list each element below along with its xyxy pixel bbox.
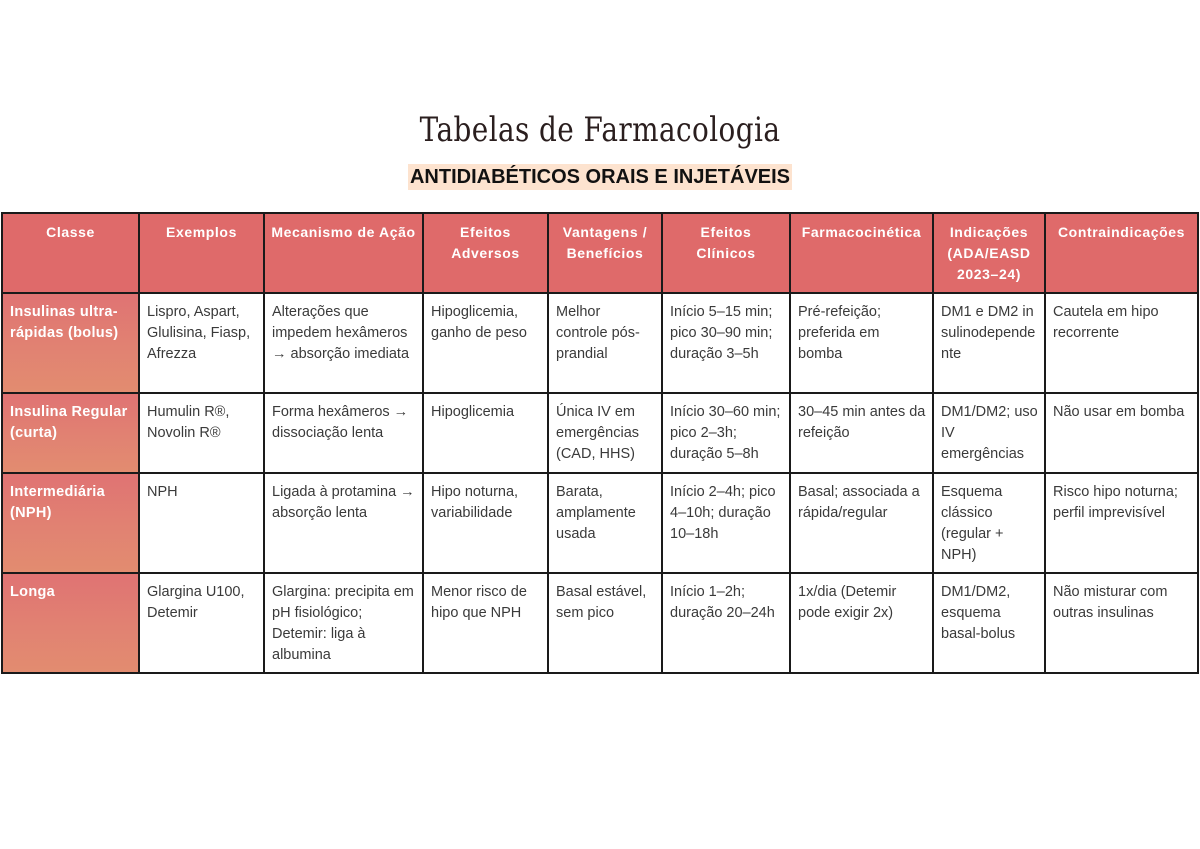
- header-farmacocinetica: Farmacocinética: [790, 213, 933, 293]
- table-cell: Esquema clássico (regular + NPH): [933, 473, 1045, 573]
- header-mecanismo: Mecanismo de Ação: [264, 213, 423, 293]
- table-cell: NPH: [139, 473, 264, 573]
- table-cell: Não misturar com outras insulinas: [1045, 573, 1198, 673]
- table-row: [2, 293, 1198, 393]
- table-row: [2, 393, 1198, 473]
- row-class-cell: Insulina Regular (curta): [2, 393, 139, 473]
- page-title: Tabelas de Farmacologia: [419, 110, 781, 150]
- table-cell: Ligada à protamina → absorção lenta: [264, 473, 423, 573]
- row-class-cell: Intermediária (NPH): [2, 473, 139, 573]
- table-cell: Início 30–60 min; pico 2–3h; duração 5–8h: [662, 393, 790, 473]
- table-cell: Hipoglicemia, ganho de peso: [423, 293, 548, 393]
- subtitle-container: [0, 164, 1200, 190]
- header-exemplos: Exemplos: [139, 213, 264, 293]
- table-cell: Basal estável, sem pico: [548, 573, 662, 673]
- row-class-cell: Longa: [2, 573, 139, 673]
- table-cell: Lispro, Aspart, Glulisina, Fiasp, Afrezza: [139, 293, 264, 393]
- table-cell: Início 1–2h; duração 20–24h: [662, 573, 790, 673]
- page-subtitle: ANTIDIABÉTICOS ORAIS E INJETÁVEIS: [409, 166, 791, 188]
- table-cell: Humulin R®, Novolin R®: [139, 393, 264, 473]
- table-cell: Alterações que impedem hexâmeros → absorção imediata: [264, 293, 423, 393]
- table-cell: Não usar em bomba: [1045, 393, 1198, 473]
- table-cell: DM1/DM2; uso IV emergências: [933, 393, 1045, 473]
- table-header-row: [2, 213, 1198, 293]
- table-cell: Início 5–15 min; pico 30–90 min; duração 3–5h: [662, 293, 790, 393]
- header-classe: Classe: [2, 213, 139, 293]
- header-indicacoes: Indicações (ADA/EASD 2023–24): [933, 213, 1045, 293]
- table-cell: Forma hexâmeros → dissociação lenta: [264, 393, 423, 473]
- header-efeitos-clinicos: Efeitos Clínicos: [662, 213, 790, 293]
- table-cell: Cautela em hipo recorrente: [1045, 293, 1198, 393]
- table-cell: Glargina U100, Detemir: [139, 573, 264, 673]
- table-cell: Início 2–4h; pico 4–10h; duração 10–18h: [662, 473, 790, 573]
- header-vantagens: Vantagens / Benefícios: [548, 213, 662, 293]
- table-cell: DM1 e DM2 insulinodependente: [933, 293, 1045, 393]
- header-contraindicacoes: Contraindicações: [1045, 213, 1198, 293]
- table-cell: Única IV em emergências (CAD, HHS): [548, 393, 662, 473]
- table-cell: DM1/DM2, esquema basal-bolus: [933, 573, 1045, 673]
- table-cell: 30–45 min antes da refeição: [790, 393, 933, 473]
- table-cell: 1x/dia (Detemir pode exigir 2x): [790, 573, 933, 673]
- table-row: [2, 473, 1198, 573]
- table-row: [2, 573, 1198, 673]
- table-cell: Glargina: precipita em pH fisiológico; Detemir: liga à albumina: [264, 573, 423, 673]
- table-cell: Hipo noturna, variabilidade: [423, 473, 548, 573]
- table-cell: Pré-refeição; preferida em bomba: [790, 293, 933, 393]
- table-cell: Hipoglicemia: [423, 393, 548, 473]
- table-cell: Melhor controle pós-prandial: [548, 293, 662, 393]
- pharmacology-table: [1, 212, 1199, 674]
- table-cell: Barata, amplamente usada: [548, 473, 662, 573]
- table-cell: Risco hipo noturna; perfil imprevisível: [1045, 473, 1198, 573]
- table-cell: Menor risco de hipo que NPH: [423, 573, 548, 673]
- row-class-cell: Insulinas ultra-rápidas (bolus): [2, 293, 139, 393]
- header-efeitos-adversos: Efeitos Adversos: [423, 213, 548, 293]
- table-cell: Basal; associada a rápida/regular: [790, 473, 933, 573]
